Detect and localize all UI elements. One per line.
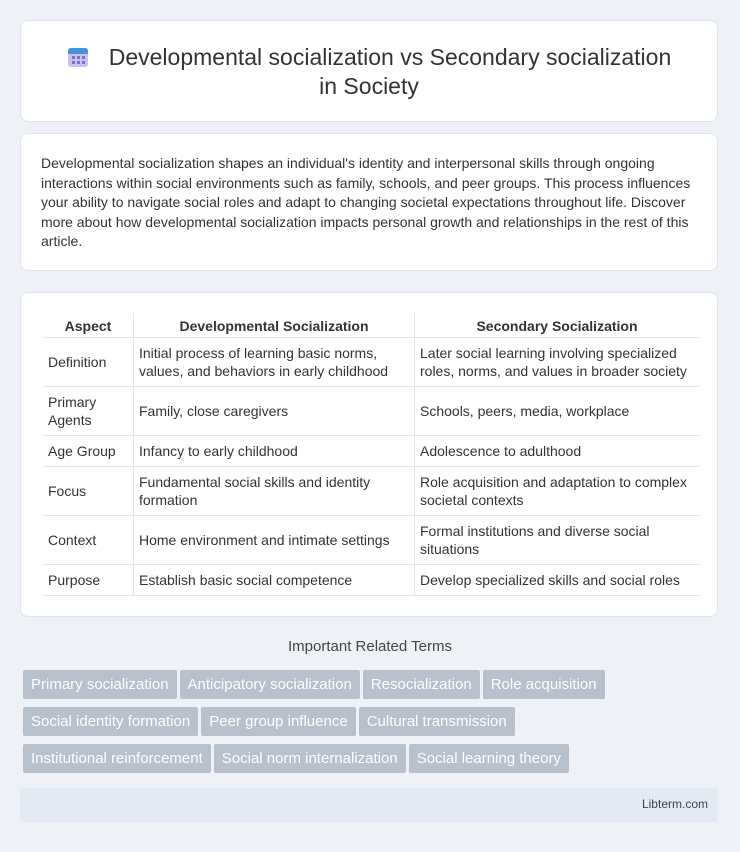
table-row (43, 338, 699, 387)
table-row (43, 436, 699, 467)
header-secondary: Secondary Socialization (415, 313, 700, 338)
aspect-cell: Purpose (43, 565, 134, 596)
secondary-cell: Develop specialized skills and social roles (415, 565, 700, 596)
related-term-tag[interactable]: Social identity formation (23, 707, 198, 736)
developmental-cell: Home environment and intimate settings (134, 516, 415, 565)
page-title (21, 43, 717, 101)
aspect-cell: Context (43, 516, 134, 565)
developmental-cell: Fundamental social skills and identity formation (134, 467, 415, 516)
developmental-cell: Establish basic social competence (134, 565, 415, 596)
aspect-cell: Definition (43, 338, 134, 387)
intro-text: Developmental socialization shapes an individual's identity and interpersonal skills through ongoing interactions within social environments such as family, schools, and peer groups. This process influences your ability to navigate social roles and adapt to changing societal expectations throughout life. Discover more about how developmental socialization impacts personal growth and relationships in the rest of this article. (41, 155, 691, 250)
calendar-icon (67, 46, 89, 68)
header-card (20, 20, 718, 122)
intro-card (20, 133, 718, 271)
table-row (43, 387, 699, 436)
header-aspect: Aspect (43, 313, 134, 338)
related-term-tag[interactable]: Role acquisition (483, 670, 605, 699)
related-term-tag[interactable]: Cultural transmission (359, 707, 515, 736)
secondary-cell: Formal institutions and diverse social situations (415, 516, 700, 565)
footer-bar (20, 788, 718, 822)
related-term-tag[interactable]: Social learning theory (409, 744, 569, 773)
aspect-cell: Age Group (43, 436, 134, 467)
related-term-tag[interactable]: Peer group influence (201, 707, 355, 736)
table-row (43, 467, 699, 516)
developmental-cell: Initial process of learning basic norms, values, and behaviors in early childhood (134, 338, 415, 387)
developmental-cell: Family, close caregivers (134, 387, 415, 436)
secondary-cell: Adolescence to adulthood (415, 436, 700, 467)
developmental-cell: Infancy to early childhood (134, 436, 415, 467)
related-terms-list (23, 670, 723, 781)
aspect-cell: Focus (43, 467, 134, 516)
secondary-cell: Later social learning involving specialized roles, norms, and values in broader society (415, 338, 700, 387)
aspect-cell: Primary Agents (43, 387, 134, 436)
secondary-cell: Schools, peers, media, workplace (415, 387, 700, 436)
table-row (43, 565, 699, 596)
title-line-2: in Society (319, 73, 419, 99)
footer-site-link[interactable]: Libterm.com (641, 797, 708, 811)
header-developmental: Developmental Socialization (134, 313, 415, 338)
table-header-row (43, 313, 699, 338)
related-term-tag[interactable]: Resocialization (363, 670, 480, 699)
secondary-cell: Role acquisition and adaptation to complex societal contexts (415, 467, 700, 516)
comparison-table (43, 313, 699, 596)
comparison-table-card (20, 292, 718, 617)
related-term-tag[interactable]: Institutional reinforcement (23, 744, 211, 773)
related-term-tag[interactable]: Primary socialization (23, 670, 177, 699)
related-terms-title: Important Related Terms (288, 638, 452, 655)
title-line-1: Developmental socialization vs Secondary socialization (108, 44, 672, 70)
related-term-tag[interactable]: Social norm internalization (214, 744, 406, 773)
related-term-tag[interactable]: Anticipatory socialization (180, 670, 360, 699)
table-row (43, 516, 699, 565)
